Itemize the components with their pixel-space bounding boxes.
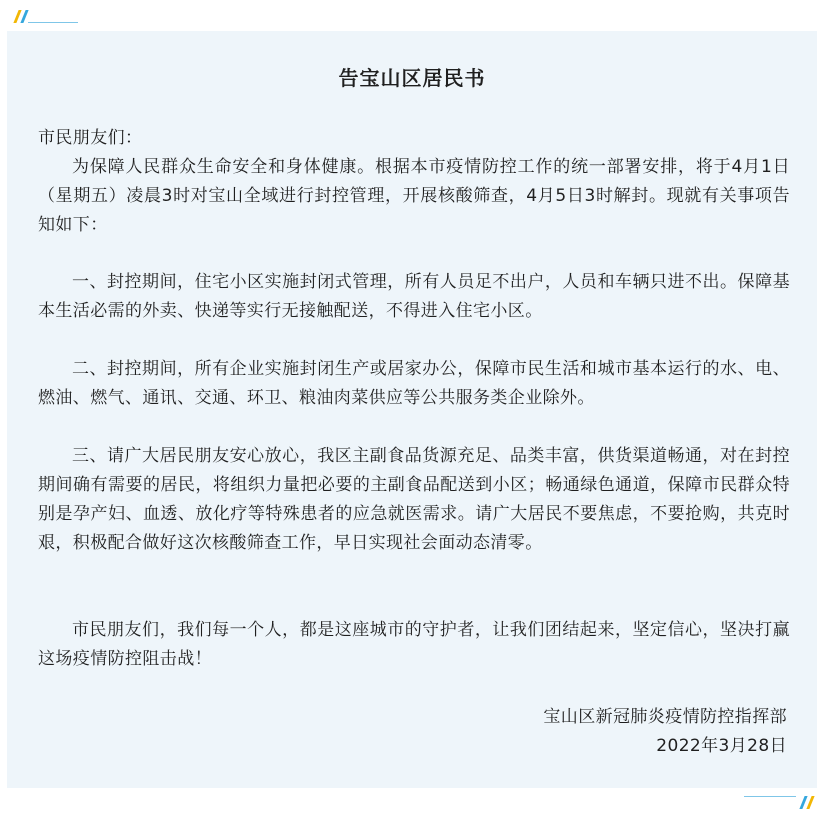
paragraph-item-3: 三、请广大居民朋友安心放心，我区主副食品货源充足、品类丰富，供货渠道畅通，对在封控期间确有需要的居民，将组织力量把必要的主副食品配送到小区；畅通绿色通道，保障市民群众特别是孕产妇、血透、放化疗等特殊患者的应急就医需求。请广大居民不要焦虑，不要抢购，共克时艰，积极配合做好这次核酸筛查工作，早日实现社会面动态清零。 xyxy=(38,446,790,553)
issue-date: 2022年3月28日 xyxy=(656,736,787,756)
intro-paragraph: 为保障人民群众生命安全和身体健康。根据本市疫情防控工作的统一部署安排，将于4月1日（星期五）凌晨3时对宝山全域进行封控管理，开展核酸筛查，4月5日3时解封。现就有关事项告知如下： xyxy=(38,157,790,235)
decoration-line xyxy=(28,22,78,23)
paragraph-item-2: 二、封控期间，所有企业实施封闭生产或居家办公，保障市民生活和城市基本运行的水、电、燃油、燃气、通讯、交通、环卫、粮油肉菜供应等公共服务类企业除外。 xyxy=(38,359,790,408)
top-left-decoration xyxy=(8,8,80,24)
page-title: 告宝山区居民书 xyxy=(338,66,486,90)
yellow-slash-icon xyxy=(806,796,814,809)
decoration-line xyxy=(744,796,796,797)
bottom-right-decoration xyxy=(744,794,816,810)
salutation: 市民朋友们： xyxy=(38,128,143,148)
issuer-name: 宝山区新冠肺炎疫情防控指挥部 xyxy=(543,707,787,727)
closing-paragraph: 市民朋友们，我们每一个人，都是这座城市的守护者，让我们团结起来，坚定信心，坚决打赢这场疫情防控阻击战！ xyxy=(38,620,790,669)
paragraph-item-1: 一、封控期间，住宅小区实施封闭式管理，所有人员足不出户，人员和车辆只进不出。保障基本生活必需的外卖、快递等实行无接触配送，不得进入住宅小区。 xyxy=(38,272,790,321)
